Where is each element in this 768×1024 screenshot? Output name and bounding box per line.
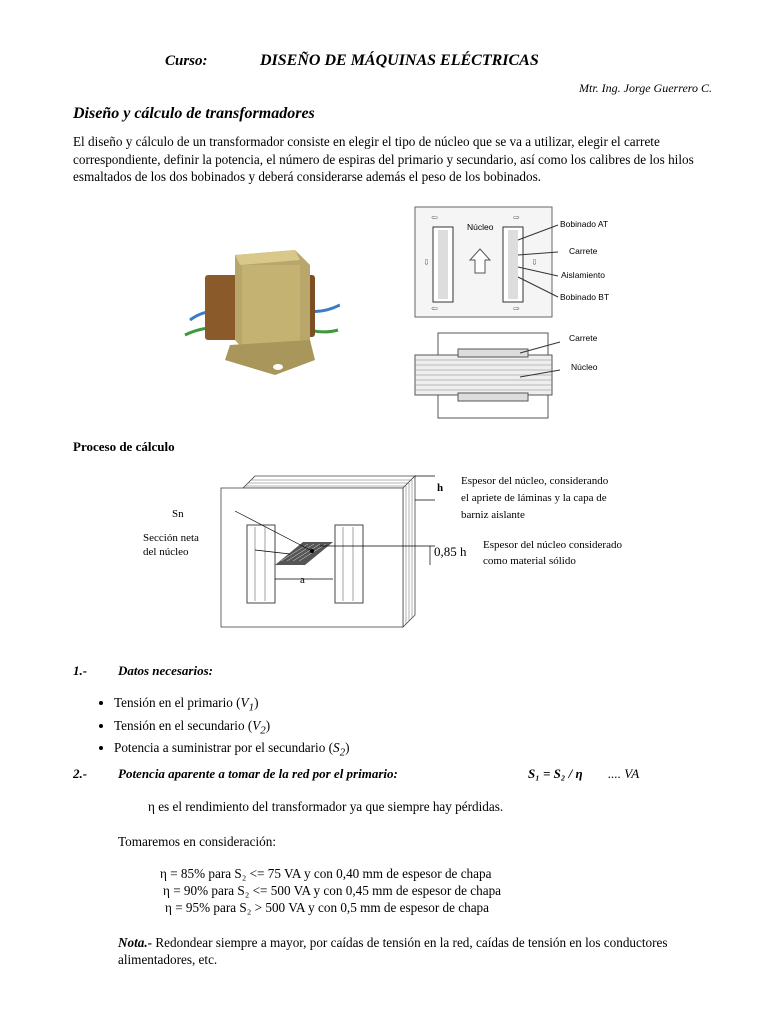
step1-title: Datos necesarios: bbox=[118, 663, 213, 678]
label-nucleo-bottom: Núcleo bbox=[571, 362, 598, 372]
solid-note: Espesor del núcleo considerado como material sólido bbox=[483, 539, 622, 567]
svg-text:⇩: ⇩ bbox=[423, 258, 430, 267]
svg-text:⇩: ⇩ bbox=[531, 258, 538, 267]
intro-paragraph: El diseño y cálculo de un transformador consiste en elegir el tipo de núcleo que se va a utilizar, elegir el carrete correspondiente, definir la potencia, el número de espiras del primario y secundario, así como los calibres de los hilos esmaltados de los dos bobinados y deberá considerarse además el peso de los bobinados. bbox=[73, 134, 694, 184]
consider-text: Tomaremos en consideración: bbox=[118, 834, 277, 849]
thickness-note: Espesor del núcleo, considerando el apriete de láminas y la capa de barniz aislante bbox=[461, 475, 609, 521]
note-text: Redondear siempre a mayor, por caídas de tensión en la red, caídas de tensión en los conductores alimentadores, etc. bbox=[118, 935, 668, 967]
transformer-photo bbox=[180, 235, 340, 385]
label-carrete-bottom: Carrete bbox=[569, 333, 598, 343]
note-label: Nota.- bbox=[118, 935, 153, 950]
svg-text:⇨: ⇨ bbox=[513, 213, 520, 222]
efficiency-description: η es el rendimiento del transformador ya que siempre hay pérdidas. bbox=[148, 799, 504, 814]
step2-title: Potencia aparente a tomar de la red por el primario: bbox=[118, 766, 398, 781]
step1-number: 1.- bbox=[73, 663, 88, 678]
list-item: • Tensión en el primario $(V_1)$ bbox=[114, 694, 350, 717]
efficiency-line-3: η = 95% para S₂ > 500 VA y con 0,5 mm de espesor de chapa bbox=[165, 900, 490, 915]
label-bobinado-bt: Bobinado BT bbox=[560, 292, 610, 302]
efficiency-line-2: η = 90% para S₂ <= 500 VA y con 0,45 mm de espesor de chapa bbox=[163, 883, 502, 898]
course-label: Curso: bbox=[165, 53, 208, 69]
h-label: h bbox=[437, 482, 444, 494]
label-bobinado-at: Bobinado AT bbox=[560, 219, 609, 229]
label-aislamiento: Aislamiento bbox=[561, 270, 605, 280]
sn-label: Sn bbox=[172, 508, 184, 520]
svg-text:⇦: ⇦ bbox=[431, 304, 438, 313]
svg-text:⇦: ⇦ bbox=[431, 213, 438, 222]
core-coil-diagram bbox=[410, 205, 620, 425]
course-title: DISEÑO DE MÁQUINAS ELÉCTRICAS bbox=[260, 52, 539, 69]
core-section-diagram bbox=[215, 470, 445, 630]
section-title: Diseño y cálculo de transformadores bbox=[73, 105, 315, 122]
power-formula: S₁ = S₂ / η bbox=[528, 766, 583, 781]
note-paragraph bbox=[118, 934, 708, 968]
label-carrete: Carrete bbox=[569, 246, 598, 256]
step2-number: 2.- bbox=[73, 766, 88, 781]
list-item: • Tensión en el secundario $(V_2)$ bbox=[114, 717, 350, 740]
core-label: Núcleo bbox=[467, 222, 494, 232]
required-data-list bbox=[78, 694, 350, 762]
author: Mtr. Ing. Jorge Guerrero C. bbox=[579, 81, 712, 95]
net-section-label: Sección neta del núcleo bbox=[143, 532, 199, 558]
efficiency-line-1: η = 85% para S₂ <= 75 VA y con 0,40 mm de espesor de chapa bbox=[160, 866, 492, 881]
process-title: Proceso de cálculo bbox=[73, 439, 175, 454]
a-label: a bbox=[300, 574, 305, 586]
h085-label: 0,85 h bbox=[434, 544, 467, 559]
svg-text:⇨: ⇨ bbox=[513, 304, 520, 313]
list-item: • Potencia a suministrar por el secundario $(S_2)$ bbox=[114, 739, 350, 762]
power-formula-unit: .... VA bbox=[608, 766, 640, 781]
